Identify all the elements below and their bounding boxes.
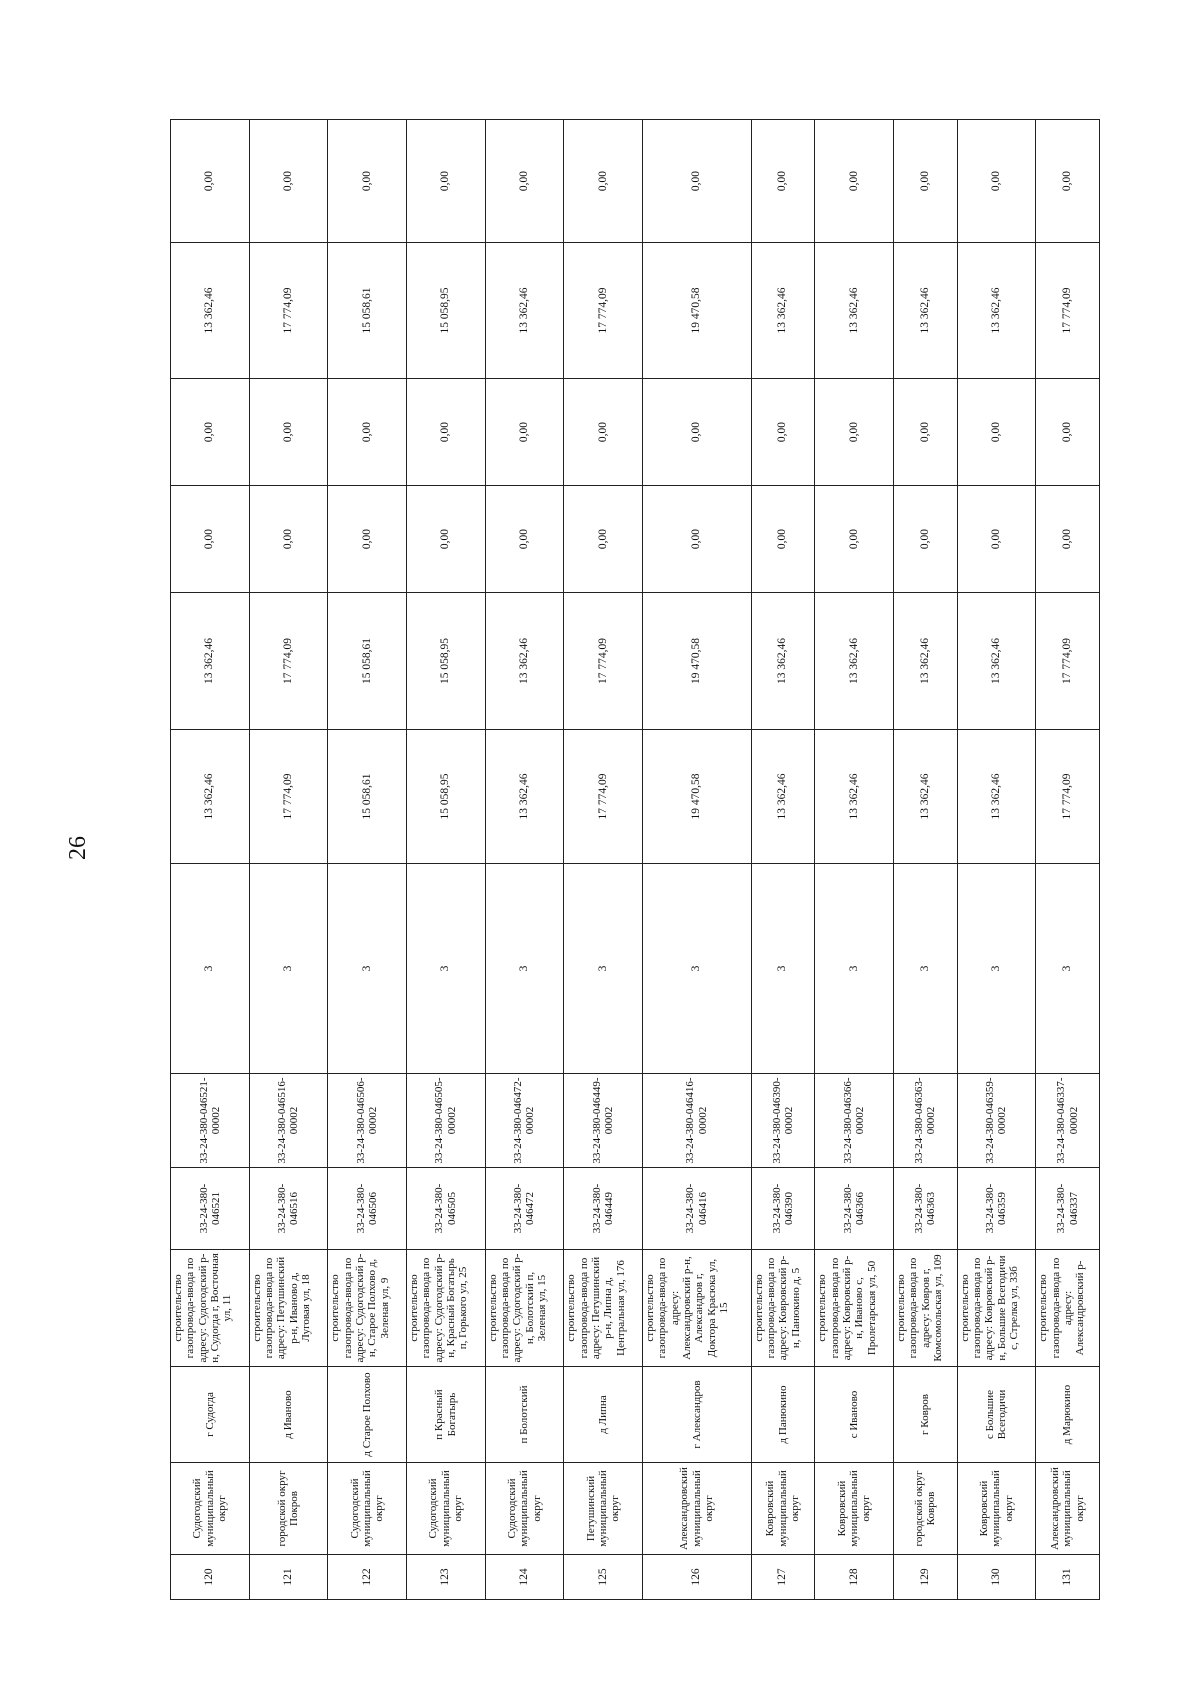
object-code-cell: 33-24-380-046521-00002 [171, 1074, 250, 1168]
value-cell-5: 17 774,09 [564, 243, 643, 379]
category-cell: 3 [893, 864, 957, 1074]
description-cell: строительство газопровода-ввода по адресу: Судогодский р-н, Старое Полхово д, Зеленая ул, 9 [328, 1250, 407, 1367]
value-cell-5: 13 362,46 [171, 243, 250, 379]
value-cell-3: 0,00 [1036, 486, 1100, 593]
category-cell: 3 [815, 864, 894, 1074]
cadastral-code-cell: 33-24-380-046359 [957, 1168, 1036, 1250]
value-cell-6: 0,00 [564, 120, 643, 243]
value-cell-5: 17 774,09 [249, 243, 328, 379]
description-cell: строительство газопровода-ввода по адресу: Александровский р- [1036, 1250, 1100, 1367]
table-row [485, 120, 564, 1600]
value-cell-1: 13 362,46 [893, 730, 957, 864]
table-row [171, 120, 250, 1600]
value-cell-6: 0,00 [751, 120, 815, 243]
row-number-cell: 124 [485, 1555, 564, 1600]
district-cell: городской округ Ковров [893, 1463, 957, 1555]
object-code-cell: 33-24-380-046390-00002 [751, 1074, 815, 1168]
locality-cell: д Иваново [249, 1367, 328, 1463]
value-cell-1: 13 362,46 [751, 730, 815, 864]
value-cell-5: 13 362,46 [815, 243, 894, 379]
value-cell-2: 13 362,46 [957, 593, 1036, 730]
district-cell: Судогодский муниципальный округ [328, 1463, 407, 1555]
value-cell-4: 0,00 [957, 379, 1036, 486]
value-cell-2: 19 470,58 [642, 593, 751, 730]
value-cell-3: 0,00 [249, 486, 328, 593]
value-cell-2: 13 362,46 [815, 593, 894, 730]
value-cell-5: 17 774,09 [1036, 243, 1100, 379]
cadastral-code-cell: 33-24-380-046505 [406, 1168, 485, 1250]
value-cell-3: 0,00 [893, 486, 957, 593]
row-number-cell: 130 [957, 1555, 1036, 1600]
object-code-cell: 33-24-380-046505-00002 [406, 1074, 485, 1168]
value-cell-5: 19 470,58 [642, 243, 751, 379]
value-cell-1: 13 362,46 [815, 730, 894, 864]
table-row [751, 120, 815, 1600]
object-code-cell: 33-24-380-046516-00002 [249, 1074, 328, 1168]
value-cell-2: 13 362,46 [751, 593, 815, 730]
description-cell: строительство газопровода-ввода по адресу: Судогодский р-н, Красный Богатырь п, Горького ул, 25 [406, 1250, 485, 1367]
value-cell-1: 13 362,46 [171, 730, 250, 864]
value-cell-4: 0,00 [1036, 379, 1100, 486]
district-cell: Судогодский муниципальный округ [171, 1463, 250, 1555]
district-cell: Судогодский муниципальный округ [485, 1463, 564, 1555]
locality-cell: с Иваново [815, 1367, 894, 1463]
value-cell-3: 0,00 [406, 486, 485, 593]
data-table [170, 119, 1100, 1600]
district-cell: Судогодский муниципальный округ [406, 1463, 485, 1555]
value-cell-4: 0,00 [249, 379, 328, 486]
value-cell-3: 0,00 [815, 486, 894, 593]
object-code-cell: 33-24-380-046449-00002 [564, 1074, 643, 1168]
value-cell-2: 13 362,46 [485, 593, 564, 730]
locality-cell: д Панюкино [751, 1367, 815, 1463]
value-cell-2: 15 058,95 [406, 593, 485, 730]
value-cell-3: 0,00 [328, 486, 407, 593]
description-cell: строительство газопровода-ввода по адресу: Судогодский р-н, Болотский п, Зеленая ул, 15 [485, 1250, 564, 1367]
cadastral-code-cell: 33-24-380-046366 [815, 1168, 894, 1250]
value-cell-4: 0,00 [564, 379, 643, 486]
value-cell-3: 0,00 [564, 486, 643, 593]
description-cell: строительство газопровода-ввода по адресу: Ковровский р-н, Панюкино д, 5 [751, 1250, 815, 1367]
object-code-cell: 33-24-380-046363-00002 [893, 1074, 957, 1168]
cadastral-code-cell: 33-24-380-046506 [328, 1168, 407, 1250]
value-cell-2: 17 774,09 [1036, 593, 1100, 730]
cadastral-code-cell: 33-24-380-046337 [1036, 1168, 1100, 1250]
cadastral-code-cell: 33-24-380-046521 [171, 1168, 250, 1250]
locality-cell: п Красный Богатырь [406, 1367, 485, 1463]
value-cell-2: 17 774,09 [564, 593, 643, 730]
table-row [957, 120, 1036, 1600]
value-cell-1: 17 774,09 [1036, 730, 1100, 864]
locality-cell: п Болотский [485, 1367, 564, 1463]
row-number-cell: 127 [751, 1555, 815, 1600]
object-code-cell: 33-24-380-046366-00002 [815, 1074, 894, 1168]
value-cell-3: 0,00 [957, 486, 1036, 593]
value-cell-5: 13 362,46 [751, 243, 815, 379]
row-number-cell: 121 [249, 1555, 328, 1600]
value-cell-6: 0,00 [328, 120, 407, 243]
category-cell: 3 [957, 864, 1036, 1074]
category-cell: 3 [485, 864, 564, 1074]
row-number-cell: 126 [642, 1555, 751, 1600]
object-code-cell: 33-24-380-046506-00002 [328, 1074, 407, 1168]
value-cell-4: 0,00 [642, 379, 751, 486]
object-code-cell: 33-24-380-046359-00002 [957, 1074, 1036, 1168]
value-cell-2: 15 058,61 [328, 593, 407, 730]
value-cell-6: 0,00 [485, 120, 564, 243]
category-cell: 3 [171, 864, 250, 1074]
table-row [328, 120, 407, 1600]
locality-cell: г Александров [642, 1367, 751, 1463]
category-cell: 3 [1036, 864, 1100, 1074]
value-cell-3: 0,00 [485, 486, 564, 593]
value-cell-1: 19 470,58 [642, 730, 751, 864]
page-number: 26 [65, 836, 91, 860]
district-cell: Александровский муниципальный округ [1036, 1463, 1100, 1555]
district-cell: городской округ Покров [249, 1463, 328, 1555]
value-cell-3: 0,00 [642, 486, 751, 593]
value-cell-4: 0,00 [815, 379, 894, 486]
locality-cell: г Ковров [893, 1367, 957, 1463]
description-cell: строительство газопровода-ввода по адресу: Петушинский р-н, Иваново д, Луговая ул, 18 [249, 1250, 328, 1367]
cadastral-code-cell: 33-24-380-046449 [564, 1168, 643, 1250]
table-row [1036, 120, 1100, 1600]
table-row [815, 120, 894, 1600]
district-cell: Ковровский муниципальный округ [815, 1463, 894, 1555]
table-row [642, 120, 751, 1600]
row-number-cell: 129 [893, 1555, 957, 1600]
category-cell: 3 [751, 864, 815, 1074]
category-cell: 3 [406, 864, 485, 1074]
value-cell-3: 0,00 [751, 486, 815, 593]
value-cell-4: 0,00 [171, 379, 250, 486]
value-cell-5: 13 362,46 [893, 243, 957, 379]
category-cell: 3 [249, 864, 328, 1074]
value-cell-1: 13 362,46 [485, 730, 564, 864]
object-code-cell: 33-24-380-046337-00002 [1036, 1074, 1100, 1168]
value-cell-4: 0,00 [328, 379, 407, 486]
value-cell-5: 15 058,95 [406, 243, 485, 379]
row-number-cell: 123 [406, 1555, 485, 1600]
value-cell-6: 0,00 [1036, 120, 1100, 243]
value-cell-6: 0,00 [893, 120, 957, 243]
row-number-cell: 131 [1036, 1555, 1100, 1600]
cadastral-code-cell: 33-24-380-046516 [249, 1168, 328, 1250]
value-cell-4: 0,00 [485, 379, 564, 486]
value-cell-6: 0,00 [249, 120, 328, 243]
description-cell: строительство газопровода-ввода по адресу: Петушинский р-н, Липна д, Центральная ул, 176 [564, 1250, 643, 1367]
cadastral-code-cell: 33-24-380-046472 [485, 1168, 564, 1250]
cadastral-code-cell: 33-24-380-046363 [893, 1168, 957, 1250]
value-cell-6: 0,00 [406, 120, 485, 243]
table-frame [170, 120, 1100, 1600]
table-row [406, 120, 485, 1600]
value-cell-4: 0,00 [406, 379, 485, 486]
value-cell-2: 13 362,46 [171, 593, 250, 730]
row-number-cell: 120 [171, 1555, 250, 1600]
table-row [249, 120, 328, 1600]
category-cell: 3 [642, 864, 751, 1074]
description-cell: строительство газопровода-ввода по адресу: Судогодский р-н, Судогда г, Восточная ул, 11 [171, 1250, 250, 1367]
row-number-cell: 125 [564, 1555, 643, 1600]
object-code-cell: 33-24-380-046416-00002 [642, 1074, 751, 1168]
value-cell-2: 13 362,46 [893, 593, 957, 730]
locality-cell: д Марюкино [1036, 1367, 1100, 1463]
locality-cell: с Большие Всегодичи [957, 1367, 1036, 1463]
object-code-cell: 33-24-380-046472-00002 [485, 1074, 564, 1168]
locality-cell: г Судогда [171, 1367, 250, 1463]
value-cell-6: 0,00 [957, 120, 1036, 243]
row-number-cell: 122 [328, 1555, 407, 1600]
table-row [893, 120, 957, 1600]
category-cell: 3 [328, 864, 407, 1074]
value-cell-6: 0,00 [171, 120, 250, 243]
district-cell: Ковровский муниципальный округ [751, 1463, 815, 1555]
district-cell: Ковровский муниципальный округ [957, 1463, 1036, 1555]
locality-cell: д Липна [564, 1367, 643, 1463]
value-cell-4: 0,00 [893, 379, 957, 486]
value-cell-5: 15 058,61 [328, 243, 407, 379]
description-cell: строительство газопровода-ввода по адресу: Ковровский р-н, Большие Всегодичи с, Стрелка ул, 33б [957, 1250, 1036, 1367]
description-cell: строительство газопровода-ввода по адресу: Александровский р-н, Александров г, Доктора Красюка ул, 15 [642, 1250, 751, 1367]
cadastral-code-cell: 33-24-380-046390 [751, 1168, 815, 1250]
description-cell: строительство газопровода-ввода по адресу: Ковровский р-н, Иваново с, Пролетарская ул, 50 [815, 1250, 894, 1367]
value-cell-1: 17 774,09 [564, 730, 643, 864]
value-cell-4: 0,00 [751, 379, 815, 486]
value-cell-1: 17 774,09 [249, 730, 328, 864]
value-cell-6: 0,00 [642, 120, 751, 243]
district-cell: Петушинский муниципальный округ [564, 1463, 643, 1555]
district-cell: Александровский муниципальный округ [642, 1463, 751, 1555]
value-cell-1: 13 362,46 [957, 730, 1036, 864]
row-number-cell: 128 [815, 1555, 894, 1600]
category-cell: 3 [564, 864, 643, 1074]
value-cell-5: 13 362,46 [957, 243, 1036, 379]
value-cell-2: 17 774,09 [249, 593, 328, 730]
value-cell-5: 13 362,46 [485, 243, 564, 379]
value-cell-1: 15 058,95 [406, 730, 485, 864]
value-cell-3: 0,00 [171, 486, 250, 593]
locality-cell: д Старое Полхово [328, 1367, 407, 1463]
value-cell-1: 15 058,61 [328, 730, 407, 864]
cadastral-code-cell: 33-24-380-046416 [642, 1168, 751, 1250]
table-row [564, 120, 643, 1600]
value-cell-6: 0,00 [815, 120, 894, 243]
description-cell: строительство газопровода-ввода по адресу: Ковров г, Комсомольская ул, 109 [893, 1250, 957, 1367]
